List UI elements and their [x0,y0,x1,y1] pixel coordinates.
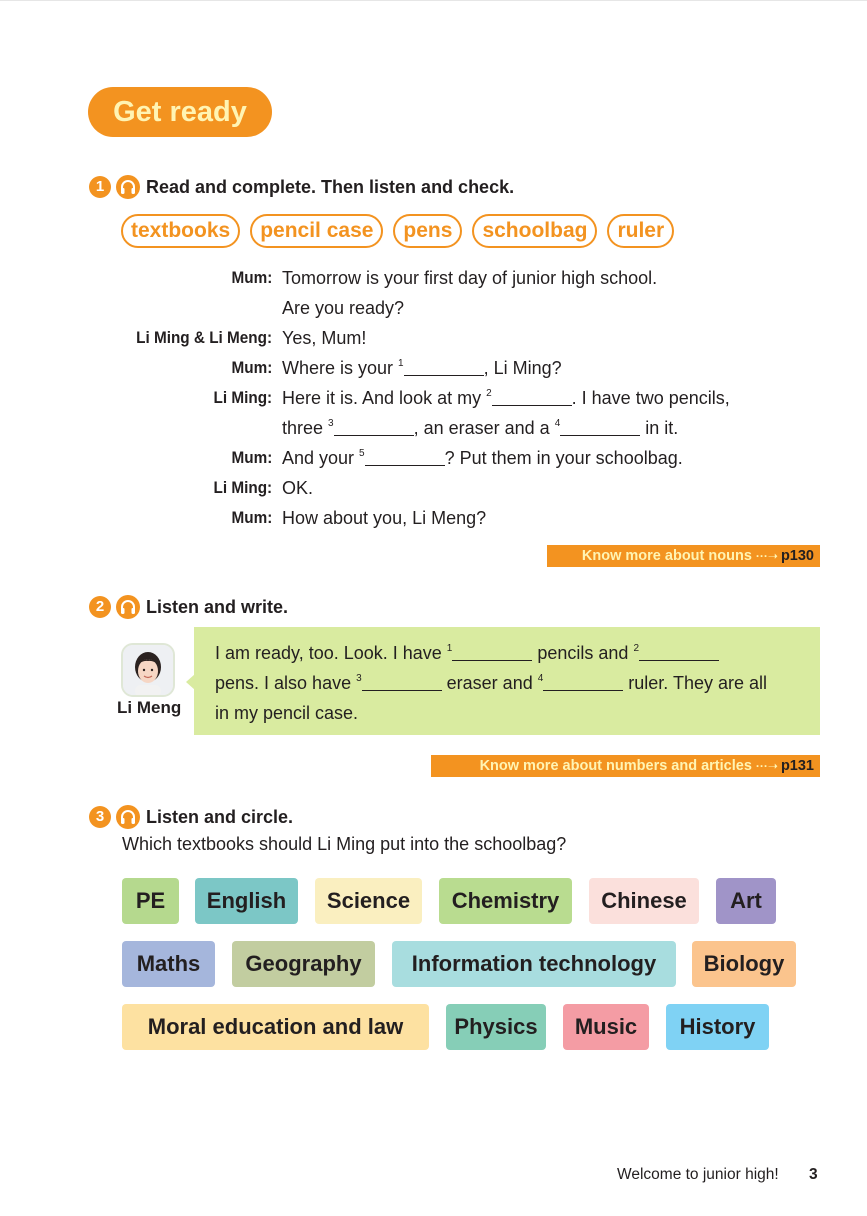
exercise-2-header [89,594,288,620]
subject-tile[interactable]: Physics [446,1004,546,1050]
subject-tile[interactable]: Geography [232,941,375,987]
subject-tile[interactable]: Music [563,1004,649,1050]
text-segment: , Li Ming? [483,358,562,378]
text-segment: pens. I also have [215,673,357,693]
speech-line [215,698,358,728]
blank-number: 5 [359,448,365,459]
answer-blank[interactable] [543,672,623,691]
subject-tile[interactable]: Art [716,878,776,924]
answer-blank[interactable] [639,642,719,661]
text-segment: in it. [640,418,679,438]
dotted-arrow-icon: ···➝ [755,549,778,563]
text-segment: Here it is. And look at my [282,388,487,408]
dialogue-speaker: Mum: [231,508,272,527]
word-bank-item: textbooks [121,214,240,248]
blank-number: 4 [554,418,561,429]
dialogue-line [0,503,867,533]
text-segment: I am ready, too. Look. I have [215,643,447,663]
top-rule [0,0,867,1]
exercise-number: 2 [89,596,111,618]
headphones-icon[interactable] [116,595,140,619]
text-segment: ruler. They are all [623,673,768,693]
speaker-name: Li Meng [117,698,182,717]
word-bank-item: pens [393,214,462,248]
text-segment: How about you, Li Meng? [282,508,487,528]
know-more-nouns-link[interactable] [547,545,820,567]
subject-tile[interactable]: Science [315,878,422,924]
know-more-text: Know more about numbers and articles [479,758,752,774]
dialogue-line [0,443,867,473]
dialogue-utterance [282,383,730,413]
text-segment: eraser and [441,673,538,693]
subject-tile[interactable]: Maths [122,941,215,987]
dialogue-speaker: Mum: [231,358,272,377]
know-more-page: p131 [780,758,814,774]
subject-tile[interactable]: PE [122,878,179,924]
dialogue-utterance [282,323,366,353]
know-more-page: p130 [780,548,814,564]
dotted-arrow-icon: ···➝ [755,759,778,773]
exercise-1-header [89,174,514,200]
dialogue-line [0,383,867,413]
dialogue-utterance [282,413,678,443]
answer-blank[interactable] [452,642,532,661]
page-number: 3 [809,1166,818,1183]
dialogue-utterance [282,473,313,503]
dialogue-speaker: Mum: [231,448,272,467]
subject-tile[interactable]: Chinese [589,878,699,924]
li-meng-avatar [121,643,175,697]
text-segment: Are you ready? [282,298,405,318]
blank-number: 2 [633,643,639,654]
exercise-instruction: Listen and circle. [146,806,294,827]
dialogue-speaker: Li Ming & Li Meng: [136,328,272,347]
dialogue-line [0,293,867,323]
dialogue-utterance [282,353,562,383]
exercise-instruction: Listen and write. [146,596,289,617]
know-more-numbers-link[interactable] [431,755,820,777]
dialogue-utterance [282,263,657,293]
subject-tile[interactable]: English [195,878,298,924]
dialogue-speaker: Mum: [231,268,272,287]
headphones-icon[interactable] [116,175,140,199]
answer-blank[interactable] [560,417,640,436]
dialogue-line [0,353,867,383]
answer-blank[interactable] [404,357,484,376]
answer-blank[interactable] [334,417,414,436]
word-bank-item: pencil case [250,214,383,248]
text-segment: And your [282,448,360,468]
answer-blank[interactable] [362,672,442,691]
subject-tile[interactable]: Biology [692,941,796,987]
dialogue-line [0,263,867,293]
dialogue-utterance [282,293,404,323]
word-bank-item: schoolbag [472,214,597,248]
subject-tile[interactable]: Information technology [392,941,676,987]
headphones-icon[interactable] [116,805,140,829]
text-segment: Tomorrow is your first day of junior high school. [282,268,658,288]
exercise-instruction: Read and complete. Then listen and check. [146,176,515,197]
dialogue-speaker: Li Ming: [213,388,272,407]
blank-number: 1 [446,643,453,654]
text-segment: . I have two pencils, [571,388,730,408]
blank-number: 2 [486,388,492,399]
exercise-number: 3 [89,806,111,828]
word-bank-item: ruler [607,214,674,248]
answer-blank[interactable] [492,387,572,406]
footer-title: Welcome to junior high! [617,1166,779,1183]
text-segment: pencils and [532,643,634,663]
dialogue-line [0,413,867,443]
text-segment: ? Put them in your schoolbag. [444,448,683,468]
answer-blank[interactable] [365,447,445,466]
dialogue-line [0,473,867,503]
word-bank [121,214,674,248]
text-segment: , an eraser and a [413,418,555,438]
subject-tile[interactable]: History [666,1004,769,1050]
subject-tile[interactable]: Moral education and law [122,1004,429,1050]
speech-line [215,638,719,668]
dialogue-line [0,323,867,353]
blank-number: 3 [328,418,334,429]
dialogue-utterance [282,443,683,473]
dialogue-speaker: Li Ming: [213,478,272,497]
subject-tile[interactable]: Chemistry [439,878,572,924]
text-segment: Where is your [282,358,399,378]
blank-number: 4 [537,673,544,684]
blank-number: 1 [398,358,404,369]
speech-line [215,668,767,698]
blank-number: 3 [356,673,362,684]
section-title: Get ready [88,87,272,137]
text-segment: three [282,418,329,438]
exercise-question: Which textbooks should Li Ming put into the schoolbag? [122,834,567,854]
text-segment: Yes, Mum! [282,328,367,348]
know-more-text: Know more about nouns [581,548,752,564]
exercise-number: 1 [89,176,111,198]
text-segment: OK. [282,478,314,498]
dialogue-utterance [282,503,486,533]
exercise-3-header [89,804,293,830]
text-segment: in my pencil case. [215,703,359,723]
